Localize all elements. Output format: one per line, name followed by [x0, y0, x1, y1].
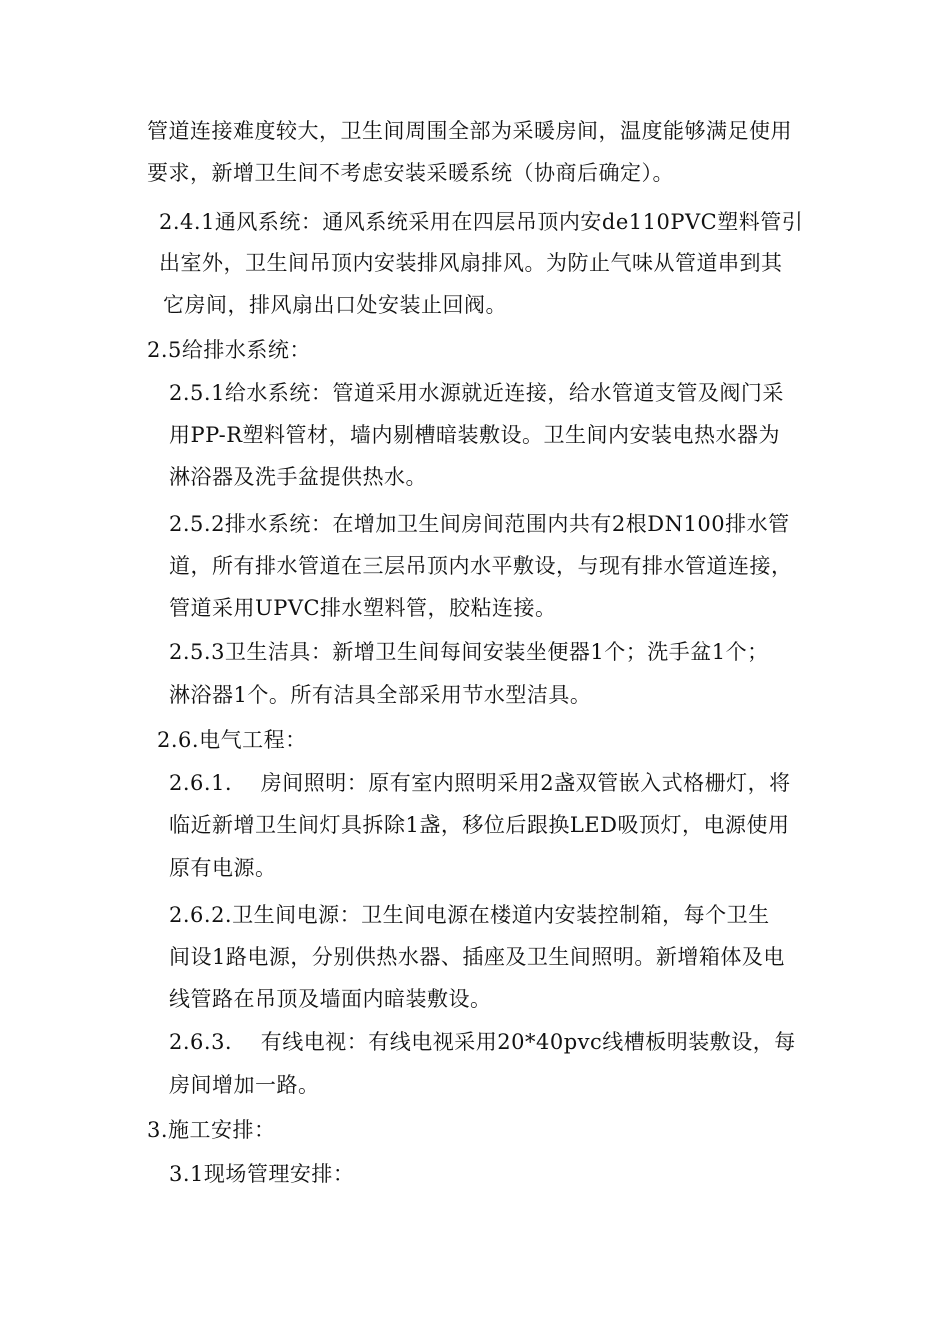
paragraph-line: 要求，新增卫生间不考虑安装采暖系统（协商后确定）。: [147, 161, 674, 185]
paragraph-line: 它房间，排风扇出口处安装止回阀。: [163, 293, 507, 317]
section-2-5-3-heading: 2.5.3卫生洁具：新增卫生间每间安装坐便器1个；洗手盆1个；: [169, 640, 769, 664]
section-2-5-heading: 2.5给排水系统：: [147, 338, 311, 362]
paragraph-line: 房间增加一路。: [169, 1073, 320, 1097]
section-3-heading: 3.施工安排：: [147, 1118, 276, 1142]
paragraph-line: 淋浴器1个。所有洁具全部采用节水型洁具。: [169, 683, 592, 707]
paragraph-line: 管道采用UPVC排水塑料管，胶粘连接。: [169, 596, 557, 620]
paragraph-line: 淋浴器及洗手盆提供热水。: [169, 465, 427, 489]
paragraph-line: 间设1路电源，分别供热水器、插座及卫生间照明。新增箱体及电: [169, 945, 785, 969]
section-2-6-3-heading: 2.6.3. 有线电视：有线电视采用20*40pvc线槽板明装敷设，每: [169, 1030, 796, 1054]
paragraph-line: 临近新增卫生间灯具拆除1盏，移位后跟换LED吸顶灯，电源使用: [169, 813, 790, 837]
paragraph-line: 用PP-R塑料管材，墙内剔槽暗装敷设。卫生间内安装电热水器为: [169, 423, 781, 447]
paragraph-line: 出室外，卫生间吊顶内安装排风扇排风。为防止气味从管道串到其: [159, 251, 783, 275]
section-2-4-1-heading: 2.4.1通风系统：通风系统采用在四层吊顶内安de110PVC塑料管引: [159, 210, 804, 234]
paragraph-line: 原有电源。: [169, 856, 277, 880]
section-2-5-2-heading: 2.5.2排水系统：在增加卫生间房间范围内共有2根DN100排水管: [169, 512, 790, 536]
section-2-6-1-heading: 2.6.1. 房间照明：原有室内照明采用2盏双管嵌入式格栅灯，将: [169, 771, 791, 795]
paragraph-line: 道，所有排水管道在三层吊顶内水平敷设，与现有排水管道连接，: [169, 554, 793, 578]
section-2-5-1-heading: 2.5.1给水系统：管道采用水源就近连接，给水管道支管及阀门采: [169, 381, 784, 405]
section-2-6-heading: 2.6.电气工程：: [157, 728, 307, 752]
section-3-1-heading: 3.1现场管理安排：: [169, 1162, 355, 1186]
section-2-6-2-heading: 2.6.2.卫生间电源：卫生间电源在楼道内安装控制箱，每个卫生: [169, 903, 770, 927]
paragraph-line: 线管路在吊顶及墙面内暗装敷设。: [169, 987, 492, 1011]
paragraph-line: 管道连接难度较大，卫生间周围全部为采暖房间，温度能够满足使用: [147, 119, 792, 143]
